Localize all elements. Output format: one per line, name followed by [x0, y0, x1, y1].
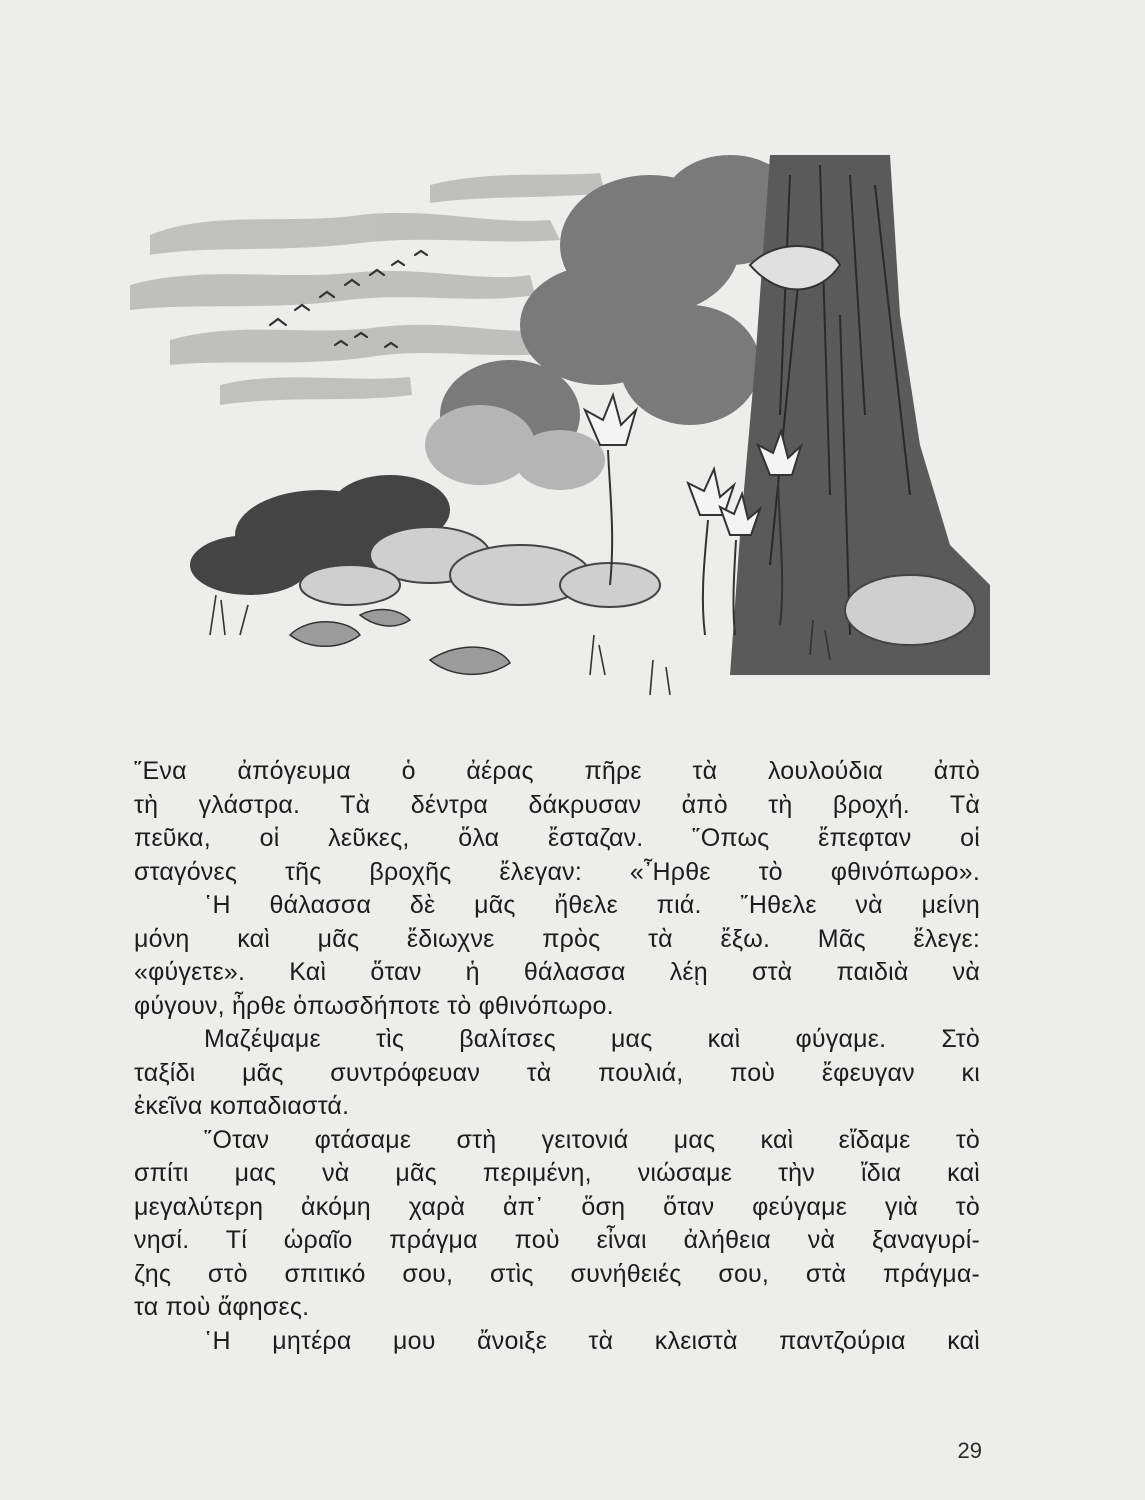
- text-line: νησί. Τί ὡραῖο πράγμα ποὺ εἶναι ἀλήθεια νὰ ξαναγυρί-: [134, 1226, 980, 1254]
- autumn-forest-illustration: [130, 115, 990, 725]
- text-line: ζης στὸ σπιτικό σου, στὶς συνήθειές σου, στὰ πράγμα-: [134, 1259, 980, 1288]
- text-line: σπίτι μας νὰ μᾶς περιμένη, νιώσαμε τὴν ἴδια καὶ: [134, 1159, 980, 1187]
- text-line: σταγόνες τῆς βροχῆς ἔλεγαν: «῏Ηρθε τὸ φθινόπωρο».: [134, 857, 980, 886]
- text-line: ῾Η θάλασσα δὲ μᾶς ἤθελε πιά. ῎Ηθελε νὰ μείνη: [204, 891, 980, 919]
- text-line: ταξίδι μᾶς συντρόφευαν τὰ πουλιά, ποὺ ἔφευγαν κι: [134, 1058, 980, 1087]
- text-line: μεγαλύτερη ἀκόμη χαρὰ ἀπ᾽ ὅση ὅταν φεύγαμε γιὰ τὸ: [134, 1192, 980, 1221]
- text-line: τὴ γλάστρα. Τὰ δέντρα δάκρυσαν ἀπὸ τὴ βροχή. Τὰ: [134, 790, 980, 819]
- text-line: ῾Η μητέρα μου ἄνοιξε τὰ κλειστὰ παντζούρια καὶ: [204, 1326, 980, 1355]
- text-line: «φύγετε». Καὶ ὅταν ἡ θάλασσα λέῃ στὰ παιδιὰ νὰ: [134, 958, 980, 986]
- body-text: [134, 755, 980, 1358]
- text-line: Μαζέψαμε τὶς βαλίτσες μας καὶ φύγαμε. Στὸ: [204, 1025, 980, 1053]
- page-number: 29: [957, 1438, 982, 1463]
- text-line: ἐκεῖνα κοπαδιαστά.: [134, 1092, 350, 1120]
- text-line: φύγουν, ἦρθε ὁπωσδήποτε τὸ φθινόπωρο.: [134, 991, 614, 1020]
- text-line: τα ποὺ ἄφησες.: [134, 1293, 310, 1321]
- text-line: πεῦκα, οἱ λεῦκες, ὅλα ἔσταζαν. ῞Οπως ἔπεφταν οἱ: [134, 824, 980, 852]
- text-line: ῞Ενα ἀπόγευμα ὁ ἀέρας πῆρε τὰ λουλούδια ἀπὸ: [134, 757, 980, 785]
- text-line: μόνη καὶ μᾶς ἔδιωχνε πρὸς τὰ ἔξω. Μᾶς ἔλεγε:: [134, 924, 980, 953]
- text-line: ῞Οταν φτάσαμε στὴ γειτονιά μας καὶ εἴδαμε τὸ: [204, 1125, 980, 1154]
